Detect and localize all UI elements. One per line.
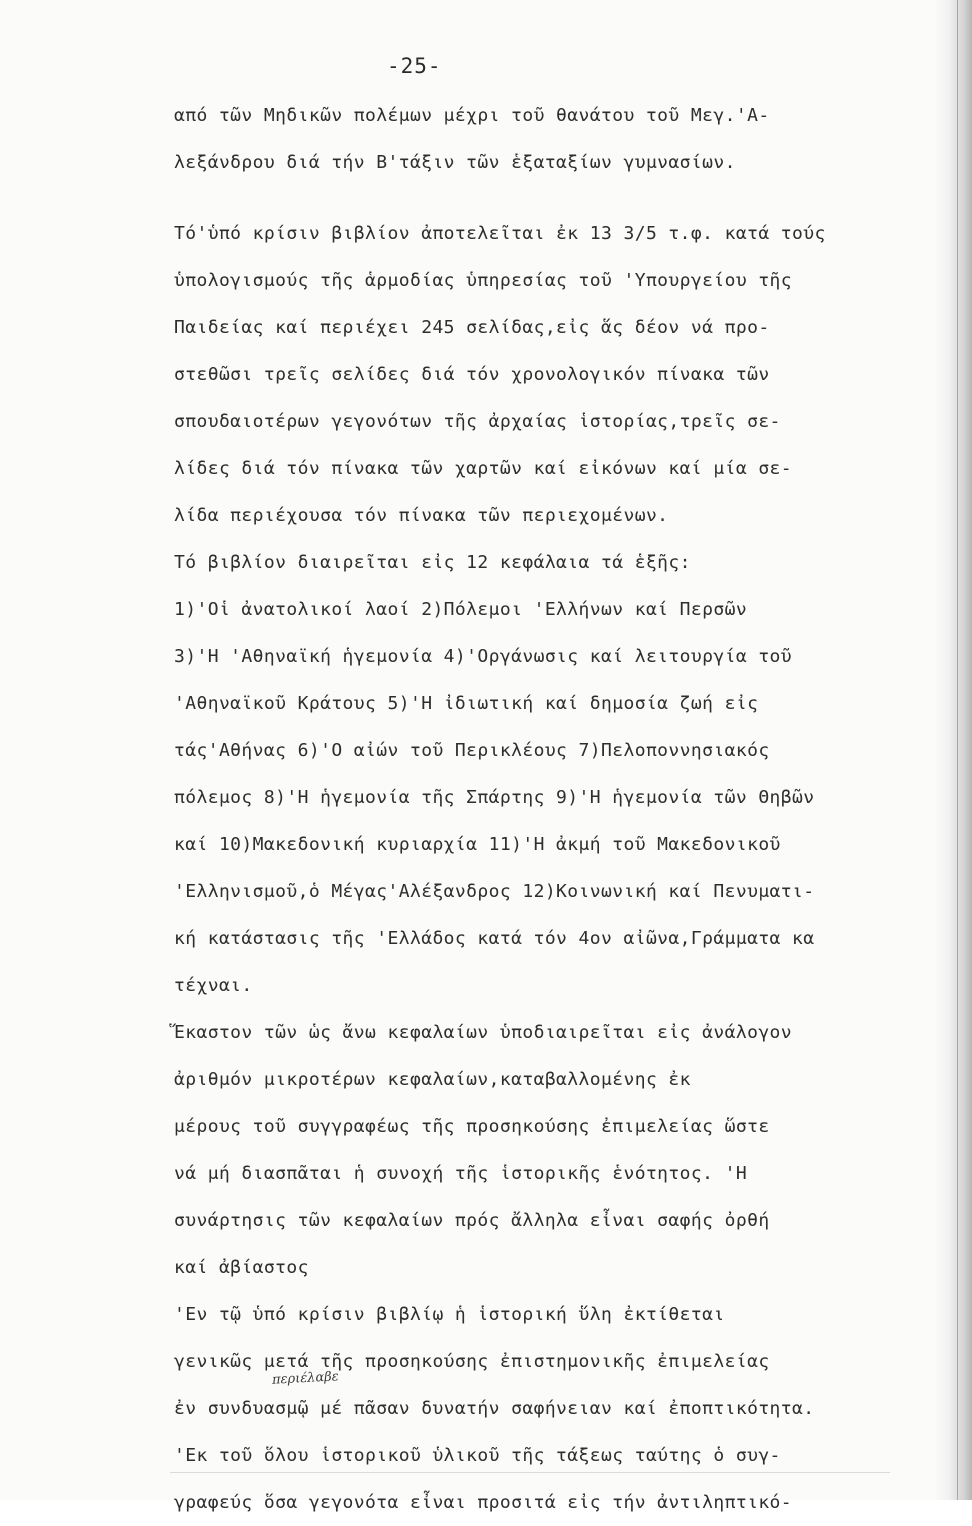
text-line: πόλεμος 8)'Η ἡγεμονία τῆς Σπάρτης 9)'Η ἡγεμονία τῶν Θηβῶν <box>174 787 815 808</box>
text-line: συνάρτησις τῶν κεφαλαίων πρός ἄλληλα εἶναι σαφής ὀρθή <box>174 1210 770 1231</box>
text-line: νά μή διασπᾶται ἡ συνοχή τῆς ἱστορικῆς ἑνότητος. 'Η <box>174 1163 748 1184</box>
text-line: γραφεύς ὅσα γεγονότα εἶναι προσιτά εἰς τήν ἀντιληπτικό- <box>174 1492 793 1513</box>
text-line: 1)'Οἱ ἀνατολικοί λαοί 2)Πόλεμοι 'Ελλήνων καί Περσῶν <box>174 599 748 620</box>
text-line: 'Εν τῷ ὑπό κρίσιν βιβλίῳ ἡ ἱστορική ὕλη ἐκτίθεται <box>174 1304 725 1325</box>
text-line: ἐν συνδυασμῷ μέ πᾶσαν δυνατήν σαφήνειαν καί ἐποπτικότητα. <box>174 1398 815 1419</box>
paragraph-gap <box>174 186 934 210</box>
text-line: τάς'Αθήνας 6)'Ο αἰών τοῦ Περικλέους 7)Πελοποννησιακός <box>174 740 770 761</box>
text-line: Ἕκαστον τῶν ὡς ἄνω κεφαλαίων ὑποδιαιρεῖται εἰς ἀνάλογον <box>174 1022 793 1043</box>
page-edge-shadow <box>934 0 972 1500</box>
text-line: Τό'ὑπό κρίσιν βιβλίον ἀποτελεῖται ἐκ 13 3/5 τ.φ. κατά τούς <box>174 223 826 244</box>
text-line: από τῶν Μηδικῶν πολέμων μέχρι τοῦ θανάτου τοῦ Μεγ.'Α- <box>174 105 770 126</box>
text-line: λίδα περιέχουσα τόν πίνακα τῶν περιεχομένων. <box>174 505 669 526</box>
text-line: 'Αθηναϊκοῦ Κράτους 5)'Η ἰδιωτική καί δημοσία ζωή εἰς <box>174 693 759 714</box>
text-line: 3)'Η 'Αθηναϊκή ἡγεμονία 4)'Οργάνωσις καί λειτουργία τοῦ <box>174 646 793 667</box>
text-line: Τό βιβλίον διαιρεῖται εἰς 12 κεφάλαια τά ἑξῆς: <box>174 552 691 573</box>
text-line: 'Ελληνισμοῦ,ὁ Μέγας'Αλέξανδρος 12)Κοινωνική καί Πενυματι- <box>174 881 815 902</box>
text-line: γενικῶς μετά τῆς προσηκούσης ἐπιστημονικῆς ἐπιμελείας <box>174 1351 770 1372</box>
text-line: μέρους τοῦ συγγραφέως τῆς προσηκούσης ἐπιμελείας ὥστε <box>174 1116 770 1137</box>
text-line: σπουδαιοτέρων γεγονότων τῆς ἀρχαίας ἱστορίας,τρεῖς σε- <box>174 411 781 432</box>
text-line: στεθῶσι τρεῖς σελίδες διά τόν χρονολογικόν πίνακα τῶν <box>174 364 770 385</box>
bottom-scan-line <box>170 1472 890 1473</box>
body-text <box>174 92 934 1526</box>
text-line: ἀριθμόν μικροτέρων κεφαλαίων,καταβαλλομένης ἐκ <box>174 1069 691 1090</box>
text-line: καί 10)Μακεδονική κυριαρχία 11)'Η ἀκμή τοῦ Μακεδονικοῦ <box>174 834 781 855</box>
text-line: καί ἀβίαστος <box>174 1257 309 1278</box>
text-line: λίδες διά τόν πίνακα τῶν χαρτῶν καί εἰκόνων καί μία σε- <box>174 458 793 479</box>
text-line: ὑπολογισμούς τῆς ἁρμοδίας ὑπηρεσίας τοῦ 'Υπουργείου τῆς <box>174 270 793 291</box>
text-line: 'Εκ τοῦ ὅλου ἱστορικοῦ ὑλικοῦ τῆς τάξεως ταύτης ὁ συγ- <box>174 1445 781 1466</box>
page-number: -25- <box>387 54 442 78</box>
text-line: κή κατάστασις τῆς 'Ελλάδος κατά τόν 4ον αἰῶνα,Γράμματα κα <box>174 928 815 949</box>
handwritten-annotation: περιέλαβε <box>271 1369 340 1388</box>
text-line: τέχναι. <box>174 975 253 996</box>
text-line: λεξάνδρου διά τήν Β'τάξιν τῶν ἑξαταξίων γυμνασίων. <box>174 152 736 173</box>
page-edge-line <box>957 0 958 1500</box>
text-line: Παιδείας καί περιέχει 245 σελίδας,εἰς ἅς δέον νά προ- <box>174 317 770 338</box>
